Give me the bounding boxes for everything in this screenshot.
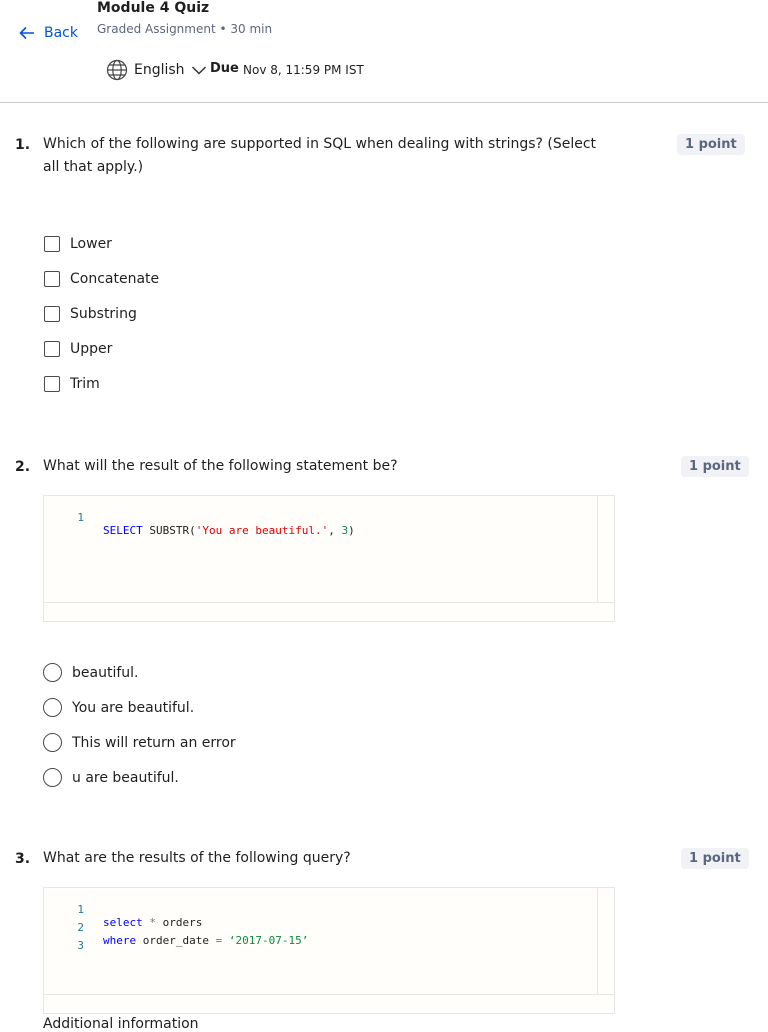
radio-button[interactable]: [43, 768, 62, 787]
checkbox[interactable]: [44, 306, 60, 322]
option-label: Trim: [70, 376, 100, 392]
checkbox-option[interactable]: [44, 236, 112, 252]
code-token: *: [142, 916, 163, 929]
radio-option[interactable]: [43, 663, 138, 682]
code-token: order_date: [136, 934, 216, 947]
code-line: [44, 908, 614, 947]
checkbox-option[interactable]: [44, 341, 112, 357]
line-number: 3: [77, 939, 84, 952]
option-label: Lower: [70, 236, 112, 252]
points-badge: 1 point: [681, 456, 749, 477]
radio-option[interactable]: [43, 733, 236, 752]
code-token: SUBSTR(: [142, 524, 196, 537]
chevron-down-icon: [191, 62, 207, 78]
option-label: You are beautiful.: [72, 699, 195, 716]
checkbox[interactable]: [44, 236, 60, 252]
editor-scrollbar[interactable]: [597, 496, 614, 603]
radio-option[interactable]: [43, 768, 179, 787]
option-label: beautiful.: [72, 664, 139, 681]
code-token: where: [103, 934, 137, 947]
language-label: English: [134, 62, 185, 78]
points-badge: 1 point: [681, 848, 749, 869]
code-token: orders: [162, 916, 203, 929]
editor-footer: [44, 602, 614, 621]
option-label: u are beautiful.: [72, 769, 179, 786]
radio-option[interactable]: [43, 698, 194, 717]
editor-footer: [44, 994, 614, 1013]
line-number: 1: [77, 903, 84, 916]
question-text: Which of the following are supported in SQL when dealing with strings? (Select all that apply.): [43, 136, 597, 175]
page-subtitle: Graded Assignment • 30 min: [97, 22, 273, 36]
code-text: [103, 524, 355, 537]
question-number: 2.: [15, 459, 31, 475]
globe-icon: [106, 59, 128, 81]
due-date: Nov 8, 11:59 PM IST: [243, 63, 364, 77]
checkbox[interactable]: [44, 341, 60, 357]
code-token: ‘2017-07-15’: [228, 934, 309, 947]
code-token: select: [103, 916, 143, 929]
option-label: Upper: [70, 341, 113, 357]
code-editor[interactable]: [43, 495, 615, 622]
code-line: [44, 498, 614, 537]
points-badge: 1 point: [677, 134, 745, 155]
code-line: [44, 890, 614, 929]
code-token: SELECT: [103, 524, 143, 537]
question-number: 3.: [15, 851, 31, 867]
checkbox[interactable]: [44, 271, 60, 287]
editor-scrollbar[interactable]: [597, 888, 614, 995]
code-token: 3: [341, 524, 349, 537]
page-title: Module 4 Quiz: [97, 0, 210, 16]
code-token: ): [348, 524, 355, 537]
option-label: Concatenate: [70, 271, 160, 287]
code-token: ,: [328, 524, 342, 537]
question-text: What will the result of the following statement be?: [43, 458, 398, 474]
radio-button[interactable]: [43, 663, 62, 682]
radio-button[interactable]: [43, 733, 62, 752]
checkbox[interactable]: [44, 376, 60, 392]
language-selector[interactable]: [106, 59, 207, 81]
radio-button[interactable]: [43, 698, 62, 717]
line-number: 1: [77, 511, 84, 524]
question-number: 1.: [15, 137, 31, 153]
line-number: 2: [77, 921, 84, 934]
code-token: =: [215, 934, 229, 947]
due-label: Due: [210, 61, 239, 76]
checkbox-option[interactable]: [44, 271, 159, 287]
question-text: What are the results of the following query?: [43, 850, 351, 866]
option-label: This will return an error: [72, 734, 236, 751]
code-editor[interactable]: [43, 887, 615, 1014]
back-label: Back: [44, 25, 78, 41]
option-label: Substring: [70, 306, 137, 322]
arrow-left-icon: [18, 24, 36, 42]
code-line: [44, 926, 614, 952]
checkbox-option[interactable]: [44, 306, 137, 322]
code-token: 'You are beautiful.': [195, 524, 329, 537]
back-button[interactable]: [18, 24, 78, 42]
header-divider: [0, 102, 768, 103]
additional-information-text: Additional information: [43, 1016, 199, 1032]
checkbox-option[interactable]: [44, 376, 100, 392]
